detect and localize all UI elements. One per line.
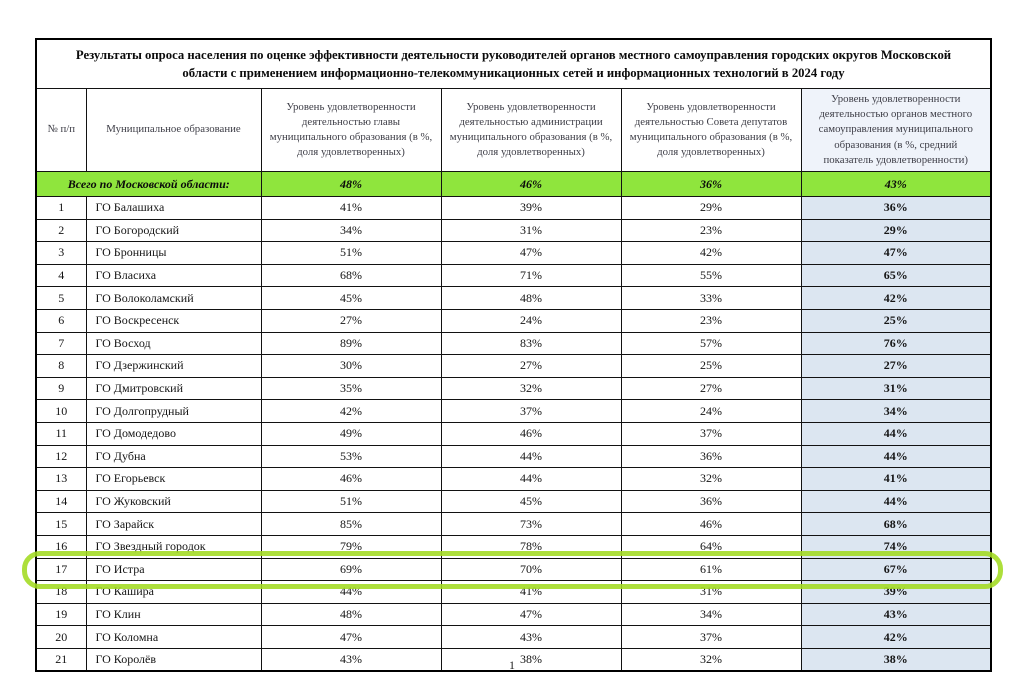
table-row (36, 400, 991, 423)
administration-satisfaction-value: 71% (441, 264, 621, 287)
header-average-satisfaction: Уровень удовлетворенности деятельностью органов местного самоуправления муниципального образования (в %, средний показатель удовлетворенности) (801, 89, 991, 172)
row-number: 20 (36, 626, 86, 649)
administration-satisfaction-value: 37% (441, 400, 621, 423)
average-satisfaction-value: 65% (801, 264, 991, 287)
row-number: 6 (36, 309, 86, 332)
average-satisfaction-value: 27% (801, 355, 991, 378)
table-row (36, 535, 991, 558)
council-satisfaction-value: 42% (621, 242, 801, 265)
administration-satisfaction-value: 45% (441, 490, 621, 513)
municipality-name: ГО Коломна (86, 626, 261, 649)
row-number: 3 (36, 242, 86, 265)
administration-satisfaction-value: 46% (441, 422, 621, 445)
municipality-name: ГО Воскресенск (86, 309, 261, 332)
header-council-satisfaction: Уровень удовлетворенности деятельностью Совета депутатов муниципального образования (в %, доля удовлетворенных) (621, 89, 801, 172)
municipality-name: ГО Дмитровский (86, 377, 261, 400)
head-satisfaction-value: 49% (261, 422, 441, 445)
average-satisfaction-value: 44% (801, 422, 991, 445)
table-row (36, 558, 991, 581)
municipality-name: ГО Дзержинский (86, 355, 261, 378)
council-satisfaction-value: 23% (621, 219, 801, 242)
row-number: 7 (36, 332, 86, 355)
average-satisfaction-value: 68% (801, 513, 991, 536)
council-satisfaction-value: 23% (621, 309, 801, 332)
table-row (36, 603, 991, 626)
municipality-name: ГО Королёв (86, 648, 261, 671)
administration-satisfaction-value: 70% (441, 558, 621, 581)
administration-satisfaction-value: 83% (441, 332, 621, 355)
average-satisfaction-value: 44% (801, 445, 991, 468)
table-row (36, 445, 991, 468)
head-satisfaction-value: 89% (261, 332, 441, 355)
row-number: 21 (36, 648, 86, 671)
council-satisfaction-value: 25% (621, 355, 801, 378)
average-satisfaction-value: 39% (801, 581, 991, 604)
head-satisfaction-value: 48% (261, 603, 441, 626)
total-row (36, 172, 991, 197)
table-row (36, 287, 991, 310)
row-number: 9 (36, 377, 86, 400)
administration-satisfaction-value: 39% (441, 197, 621, 220)
row-number: 12 (36, 445, 86, 468)
table-row (36, 219, 991, 242)
table-row (36, 513, 991, 536)
municipality-name: ГО Богородский (86, 219, 261, 242)
head-satisfaction-value: 27% (261, 309, 441, 332)
row-number: 16 (36, 535, 86, 558)
header-row-number: № п/п (36, 89, 86, 172)
municipality-name: ГО Егорьевск (86, 468, 261, 491)
head-satisfaction-value: 68% (261, 264, 441, 287)
average-satisfaction-value: 25% (801, 309, 991, 332)
head-satisfaction-value: 51% (261, 242, 441, 265)
average-satisfaction-value: 36% (801, 197, 991, 220)
administration-satisfaction-value: 38% (441, 648, 621, 671)
title-row (36, 39, 991, 89)
council-satisfaction-value: 46% (621, 513, 801, 536)
head-satisfaction-value: 53% (261, 445, 441, 468)
municipality-name: ГО Клин (86, 603, 261, 626)
table-row (36, 264, 991, 287)
administration-satisfaction-value: 48% (441, 287, 621, 310)
table-row (36, 355, 991, 378)
header-administration-satisfaction: Уровень удовлетворенности деятельностью администрации муниципального образования (в %, доля удовлетворенных) (441, 89, 621, 172)
survey-results-table (35, 38, 992, 672)
average-satisfaction-value: 42% (801, 626, 991, 649)
row-number: 13 (36, 468, 86, 491)
average-satisfaction-value: 43% (801, 603, 991, 626)
municipality-name: ГО Долгопрудный (86, 400, 261, 423)
total-row-label: Всего по Московской области: (36, 172, 261, 197)
council-satisfaction-value: 32% (621, 648, 801, 671)
administration-satisfaction-value: 24% (441, 309, 621, 332)
municipality-name: ГО Истра (86, 558, 261, 581)
row-number: 5 (36, 287, 86, 310)
average-satisfaction-value: 29% (801, 219, 991, 242)
council-satisfaction-value: 64% (621, 535, 801, 558)
council-satisfaction-value: 37% (621, 626, 801, 649)
average-satisfaction-value: 44% (801, 490, 991, 513)
table-row (36, 242, 991, 265)
row-number: 8 (36, 355, 86, 378)
row-number: 19 (36, 603, 86, 626)
head-satisfaction-value: 41% (261, 197, 441, 220)
council-satisfaction-value: 36% (621, 490, 801, 513)
council-satisfaction-value: 37% (621, 422, 801, 445)
table-row (36, 377, 991, 400)
table-row (36, 422, 991, 445)
administration-satisfaction-value: 47% (441, 242, 621, 265)
row-number: 11 (36, 422, 86, 445)
average-satisfaction-value: 41% (801, 468, 991, 491)
municipality-name: ГО Звездный городок (86, 535, 261, 558)
header-municipality: Муниципальное образование (86, 89, 261, 172)
council-satisfaction-value: 33% (621, 287, 801, 310)
council-satisfaction-value: 57% (621, 332, 801, 355)
head-satisfaction-value: 47% (261, 626, 441, 649)
administration-satisfaction-value: 41% (441, 581, 621, 604)
municipality-name: ГО Жуковский (86, 490, 261, 513)
municipality-name: ГО Домодедово (86, 422, 261, 445)
administration-satisfaction-value: 47% (441, 603, 621, 626)
council-satisfaction-value: 36% (621, 445, 801, 468)
municipality-name: ГО Зарайск (86, 513, 261, 536)
council-satisfaction-value: 29% (621, 197, 801, 220)
council-satisfaction-value: 55% (621, 264, 801, 287)
head-satisfaction-value: 42% (261, 400, 441, 423)
municipality-name: ГО Волоколамский (86, 287, 261, 310)
administration-satisfaction-value: 43% (441, 626, 621, 649)
total-average-satisfaction: 43% (801, 172, 991, 197)
table-header-row (36, 89, 991, 172)
administration-satisfaction-value: 44% (441, 468, 621, 491)
total-administration-satisfaction: 46% (441, 172, 621, 197)
administration-satisfaction-value: 31% (441, 219, 621, 242)
council-satisfaction-value: 32% (621, 468, 801, 491)
average-satisfaction-value: 67% (801, 558, 991, 581)
row-number: 1 (36, 197, 86, 220)
head-satisfaction-value: 46% (261, 468, 441, 491)
table-row (36, 332, 991, 355)
municipality-name: ГО Дубна (86, 445, 261, 468)
average-satisfaction-value: 42% (801, 287, 991, 310)
table-row (36, 626, 991, 649)
administration-satisfaction-value: 78% (441, 535, 621, 558)
head-satisfaction-value: 85% (261, 513, 441, 536)
total-council-satisfaction: 36% (621, 172, 801, 197)
administration-satisfaction-value: 73% (441, 513, 621, 536)
head-satisfaction-value: 45% (261, 287, 441, 310)
head-satisfaction-value: 34% (261, 219, 441, 242)
table-row (36, 581, 991, 604)
total-head-satisfaction: 48% (261, 172, 441, 197)
municipality-name: ГО Кашира (86, 581, 261, 604)
council-satisfaction-value: 61% (621, 558, 801, 581)
average-satisfaction-value: 34% (801, 400, 991, 423)
municipality-name: ГО Власиха (86, 264, 261, 287)
administration-satisfaction-value: 27% (441, 355, 621, 378)
municipality-name: ГО Балашиха (86, 197, 261, 220)
report-title: Результаты опроса населения по оценке эффективности деятельности руководителей органов местного самоуправления городских округов Московской области с применением информационно-телекоммуникационных сетей и информационных технологий в 2024 году (36, 39, 991, 89)
average-satisfaction-value: 74% (801, 535, 991, 558)
table-row (36, 197, 991, 220)
table-row (36, 490, 991, 513)
head-satisfaction-value: 51% (261, 490, 441, 513)
head-satisfaction-value: 79% (261, 535, 441, 558)
row-number: 2 (36, 219, 86, 242)
average-satisfaction-value: 38% (801, 648, 991, 671)
table-row (36, 309, 991, 332)
council-satisfaction-value: 24% (621, 400, 801, 423)
row-number: 17 (36, 558, 86, 581)
head-satisfaction-value: 44% (261, 581, 441, 604)
average-satisfaction-value: 31% (801, 377, 991, 400)
head-satisfaction-value: 35% (261, 377, 441, 400)
municipality-name: ГО Бронницы (86, 242, 261, 265)
council-satisfaction-value: 27% (621, 377, 801, 400)
average-satisfaction-value: 76% (801, 332, 991, 355)
administration-satisfaction-value: 44% (441, 445, 621, 468)
head-satisfaction-value: 30% (261, 355, 441, 378)
average-satisfaction-value: 47% (801, 242, 991, 265)
row-number: 10 (36, 400, 86, 423)
row-number: 4 (36, 264, 86, 287)
head-satisfaction-value: 69% (261, 558, 441, 581)
head-satisfaction-value: 43% (261, 648, 441, 671)
administration-satisfaction-value: 32% (441, 377, 621, 400)
table-row (36, 468, 991, 491)
council-satisfaction-value: 34% (621, 603, 801, 626)
row-number: 14 (36, 490, 86, 513)
header-head-satisfaction: Уровень удовлетворенности деятельностью главы муниципального образования (в %, доля удовлетворенных) (261, 89, 441, 172)
page-number: 1 (509, 658, 515, 672)
row-number: 18 (36, 581, 86, 604)
row-number: 15 (36, 513, 86, 536)
council-satisfaction-value: 31% (621, 581, 801, 604)
municipality-name: ГО Восход (86, 332, 261, 355)
